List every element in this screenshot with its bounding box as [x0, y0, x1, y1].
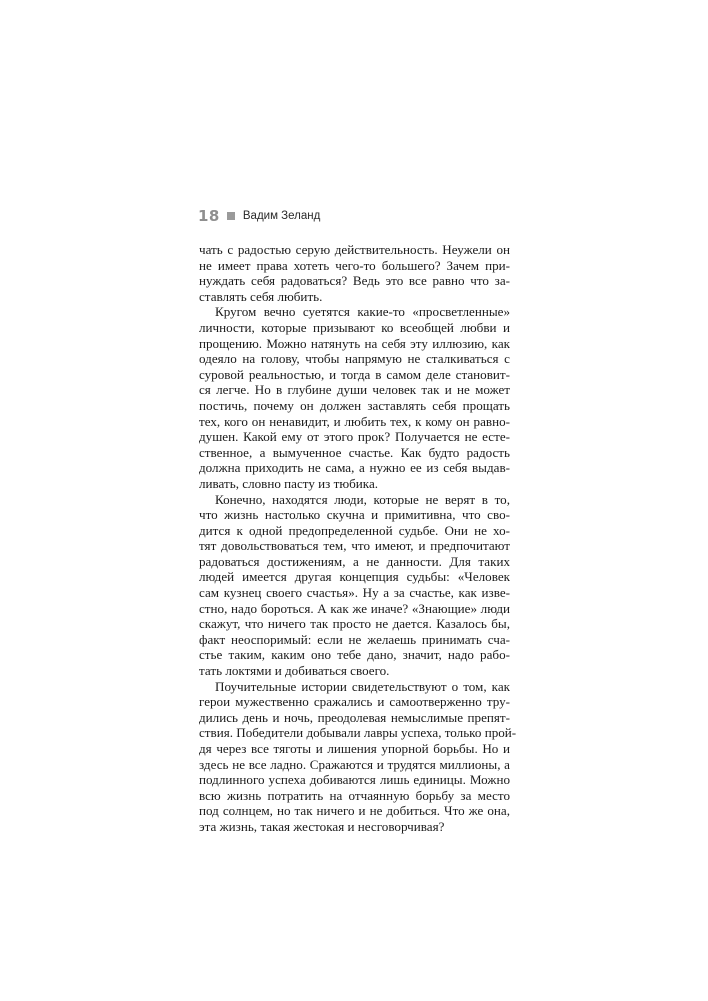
text-line: Конечно, находятся люди, которые не верят в то, — [215, 491, 510, 507]
text-line: не имеет права хотеть чего-то большего? Зачем при- — [199, 257, 510, 273]
text-line: тят довольствоваться тем, что имеют, и предпочитают — [199, 538, 510, 554]
page-number: 18 — [198, 207, 220, 225]
text-line: подлинного успеха добиваются лишь единицы. Можно — [199, 772, 510, 788]
text-line: душен. Какой ему от этого прок? Получается не есте- — [199, 429, 510, 445]
text-line: Кругом вечно суетятся какие-то «просветленные» — [215, 304, 510, 320]
text-line: должна приходить не сама, а нужно ее из себя выдав- — [199, 460, 510, 476]
text-line: здесь не все ладно. Сражаются и трудятся миллионы, а — [199, 756, 510, 772]
text-line: эта жизнь, такая жестокая и несговорчивая? — [199, 818, 445, 834]
paragraph — [199, 678, 517, 835]
text-line: постичь, почему он должен заставлять себя прощать — [199, 397, 510, 413]
text-line: радоваться достижениям, а не данности. Для таких — [199, 553, 510, 569]
text-line: суровой реальностью, и тогда в самом деле становит- — [199, 366, 510, 382]
text-line: ственное, а вымученное счастье. Как будто радость — [199, 444, 510, 460]
text-line: ливать, словно пасту из тюбика. — [199, 475, 379, 491]
text-line: герои мужественно сражались и самоотверженно тру- — [199, 694, 510, 710]
text-line: дились день и ночь, преодолевая немыслимые препят- — [199, 709, 510, 725]
paragraph — [199, 304, 510, 491]
paragraph — [199, 492, 510, 679]
running-header — [198, 206, 320, 226]
text-line: одеяло на голову, чтобы напрямую не сталкиваться с — [199, 351, 510, 367]
text-line: нуждать себя радоваться? Ведь это все равно что за- — [199, 273, 510, 289]
text-line: ся легче. Но в глубине души человек так и не может — [199, 382, 510, 398]
text-line: под солнцем, но так ничего и не добиться. Что же она, — [199, 803, 510, 819]
paragraph — [199, 242, 510, 304]
text-line: тех, кого он ненавидит, и любить тех, к кому он равно- — [199, 413, 510, 429]
text-line: стье таким, каким оно тебе дано, значит, надо рабо- — [199, 647, 510, 663]
text-line: скажут, что ничего так просто не дается. Казалось бы, — [199, 616, 510, 632]
running-header-author: Вадим Зеланд — [242, 210, 321, 222]
text-line: ставлять себя любить. — [199, 288, 323, 304]
text-line: что жизнь настолько скучна и примитивна, что сво- — [199, 507, 510, 523]
text-line: дится к одной предопределенной судьбе. Они не хо- — [199, 522, 510, 538]
text-line: стно, надо бороться. А как же иначе? «Знающие» люди — [199, 600, 510, 616]
text-line: чать с радостью серую действительность. Неужели он — [199, 242, 510, 257]
text-line: тать локтями и добиваться своего. — [199, 663, 390, 679]
text-line: всю жизнь потратить на отчаянную борьбу за место — [199, 787, 510, 803]
text-line: личности, которые призывают ко всеобщей любви и — [199, 319, 510, 335]
text-line: Поучительные истории свидетельствуют о том, как — [215, 678, 510, 694]
body-text — [199, 242, 517, 835]
text-line: прощению. Можно натянуть на себя эту иллюзию, как — [199, 335, 510, 351]
text-line: факт неоспоримый: если не желаешь принимать сча- — [199, 631, 510, 647]
header-square-ornament — [227, 212, 235, 220]
text-line: дя через все тяготы и лишения упорной борьбы. Но и — [199, 741, 510, 756]
text-line: людей имеется другая концепция судьбы: «Человек — [199, 569, 510, 585]
text-line: ствия. Победители добывали лавры успеха, только прой- — [199, 725, 517, 741]
text-line: сам кузнец своего счастья». Ну а за счастье, как изве- — [199, 585, 510, 601]
